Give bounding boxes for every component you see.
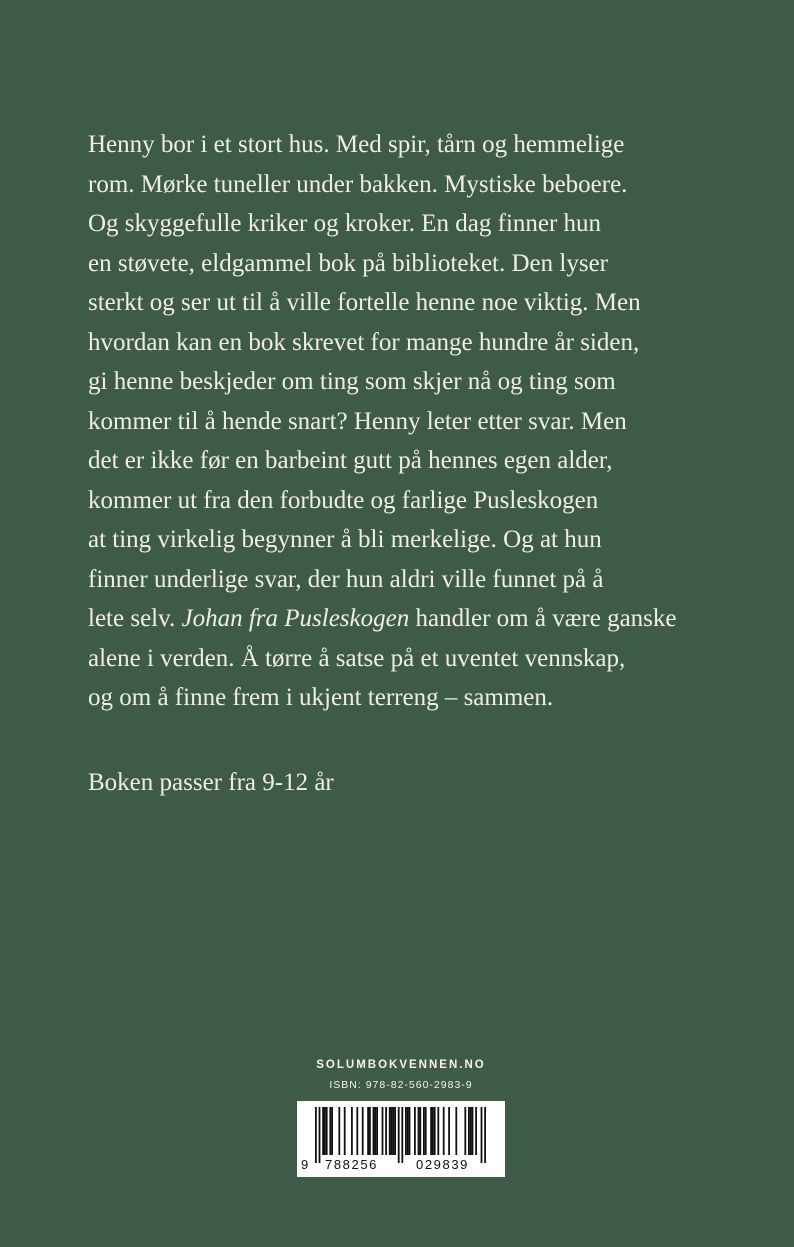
barcode-bar — [315, 1107, 317, 1163]
publisher-website: SOLUMBOKVENNEN.NO — [316, 1059, 486, 1071]
barcode-bar — [401, 1107, 403, 1163]
barcode-bar — [389, 1107, 391, 1155]
back-cover-blurb — [88, 125, 748, 718]
barcode-bar — [331, 1107, 333, 1155]
blurb-line: sterkt og ser ut til å ville fortelle henne noe viktig. Men — [88, 289, 641, 316]
barcode-right-digits: 029839 — [416, 1157, 469, 1172]
barcode-bar — [407, 1107, 409, 1155]
blurb-line: en støvete, eldgammel bok på biblioteket. Den lyser — [88, 249, 608, 277]
isbn-number: ISBN: 978-82-560-2983-9 — [329, 1079, 473, 1091]
barcode-bar — [419, 1107, 421, 1155]
barcode-bar — [432, 1107, 434, 1155]
blurb-line: kommer ut fra den forbudte og farlige Pusleskogen — [88, 486, 599, 514]
barcode-bar — [392, 1107, 394, 1155]
barcode-bar — [455, 1107, 457, 1155]
barcode-bar — [484, 1107, 486, 1163]
blurb-line: alene i verden. Å tørre å satse på et uventet vennskap, — [88, 644, 626, 672]
barcode-bar — [338, 1107, 340, 1155]
blurb-line: hvordan kan en bok skrevet for mange hundre år siden, — [88, 328, 640, 356]
blurb-line: gi henne beskjeder om ting som skjer nå og ting som — [88, 368, 616, 395]
barcode-bar — [367, 1107, 369, 1155]
barcode-bar — [344, 1107, 346, 1155]
barcode-bar — [430, 1107, 432, 1155]
barcode-bar — [351, 1107, 353, 1155]
blurb-line: Og skyggefulle kriker og kroker. En dag finner hun — [88, 210, 602, 237]
barcode-bar — [414, 1107, 416, 1155]
age-recommendation: Boken passer fra 9-12 år — [88, 769, 334, 796]
barcode-bar — [405, 1107, 407, 1155]
barcode-bar — [324, 1107, 326, 1155]
barcode-bar — [391, 1107, 393, 1155]
blurb-line: finner underlige svar, der hun aldri ville funnet på å — [88, 565, 604, 593]
barcode-bar — [481, 1107, 483, 1163]
barcode-bar — [369, 1107, 371, 1155]
blurb-line: og om å finne frem i ukjent terreng – sammen. — [88, 684, 554, 711]
barcode-bar — [356, 1107, 358, 1155]
barcode-bar — [382, 1107, 384, 1155]
barcode-bar — [434, 1107, 436, 1155]
barcode-bar — [385, 1107, 387, 1155]
barcode-bar — [376, 1107, 378, 1155]
blurb-line: det er ikke før en barbeint gutt på hennes egen alder, — [88, 447, 613, 474]
barcode-bar — [443, 1107, 445, 1155]
barcode-bar — [374, 1107, 376, 1155]
blurb-line — [88, 599, 748, 639]
barcode-bar — [448, 1107, 450, 1155]
barcode-bar — [373, 1107, 375, 1155]
isbn-barcode — [297, 1101, 505, 1177]
blurb-line: Henny bor i et stort hus. Med spir, tårn og hemmelige — [88, 131, 625, 158]
barcode-bar — [470, 1107, 472, 1155]
barcode-bar — [468, 1107, 470, 1155]
barcode-left-digits: 788256 — [325, 1157, 378, 1172]
blurb-text: handler om å være ganske — [409, 605, 677, 632]
barcode-bar — [362, 1107, 364, 1155]
barcode-bar — [322, 1107, 324, 1155]
barcode-bar — [472, 1107, 474, 1155]
barcode-first-digit: 9 — [301, 1157, 310, 1172]
barcode-digits — [297, 1157, 505, 1175]
barcode-bar — [425, 1107, 427, 1155]
blurb-text: lete selv. — [88, 605, 182, 632]
book-title: Johan fra Pusleskogen — [181, 605, 410, 632]
blurb-line: at ting virkelig begynner å bli merkelige. Og at hun — [88, 526, 602, 553]
barcode-bar — [329, 1107, 331, 1155]
barcode-bar — [437, 1107, 439, 1155]
barcode-bar — [319, 1107, 321, 1163]
barcode-bar — [418, 1107, 420, 1155]
blurb-line: rom. Mørke tuneller under bakken. Mystiske beboere. — [88, 170, 628, 198]
barcode-bar — [326, 1107, 328, 1155]
barcode-bar — [394, 1107, 396, 1155]
barcode-bar — [409, 1107, 411, 1155]
barcode-bar — [398, 1107, 400, 1163]
barcode-bar — [464, 1107, 466, 1155]
blurb-line: kommer til å hende snart? Henny leter etter svar. Men — [88, 407, 627, 435]
barcode-bar — [475, 1107, 477, 1155]
barcode-bar — [423, 1107, 425, 1155]
